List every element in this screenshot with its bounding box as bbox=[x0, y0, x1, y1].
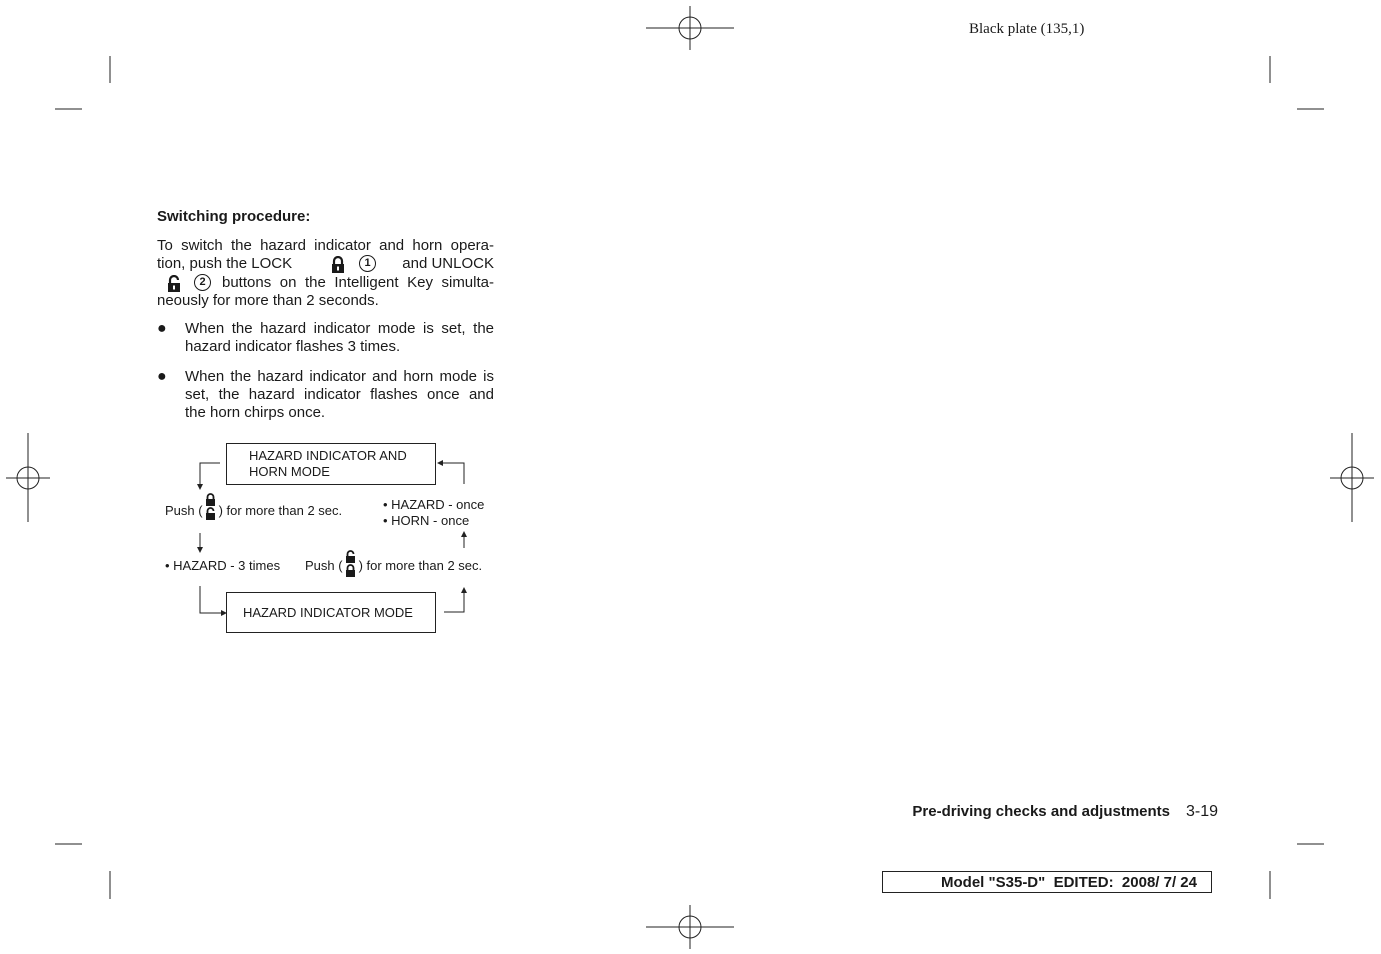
callout-1-badge: 1 bbox=[359, 255, 376, 272]
bullet-1-line-2: hazard indicator flashes 3 times. bbox=[185, 338, 401, 355]
horn-once-label: • HORN - once bbox=[383, 513, 470, 528]
plate-label: Black plate (135,1) bbox=[969, 21, 1085, 37]
hazard-three-label: • HAZARD - 3 times bbox=[165, 558, 281, 573]
bullet-2-line-2: set, the hazard indicator flashes once and bbox=[185, 386, 494, 403]
right-push-suffix: ) for more than 2 sec. bbox=[358, 558, 483, 573]
hazard-mode-box-label: HAZARD INDICATOR MODE bbox=[243, 605, 413, 620]
intro-lock-text: tion, push the LOCK bbox=[157, 255, 293, 272]
model-edited-box bbox=[882, 871, 1212, 893]
intro-line-1: To switch the hazard indicator and horn opera- bbox=[157, 237, 494, 254]
bullet-1-line-1: When the hazard indicator mode is set, the bbox=[185, 320, 494, 337]
left-push-icons bbox=[203, 503, 219, 515]
bullet-2-line-3: the horn chirps once. bbox=[185, 404, 326, 421]
model-edited-text: Model "S35-D" EDITED: 2008/ 7/ 24 bbox=[941, 874, 1197, 891]
intro-buttons-text: buttons on the Intelligent Key simulta- bbox=[222, 274, 494, 291]
right-push-icons bbox=[343, 558, 359, 570]
unlock-lock-icon bbox=[345, 550, 356, 578]
lock-unlock-icon bbox=[205, 493, 216, 521]
section-heading: Switching procedure: bbox=[157, 208, 311, 225]
horn-mode-box-line-1: HAZARD INDICATOR AND bbox=[249, 448, 407, 463]
left-push-suffix: ) for more than 2 sec. bbox=[218, 503, 343, 518]
hazard-once-label: • HAZARD - once bbox=[383, 497, 485, 512]
bullet-2-line-1: When the hazard indicator and horn mode is bbox=[185, 368, 494, 385]
left-push-label bbox=[165, 503, 342, 518]
footer-section-title: Pre-driving checks and adjustments bbox=[912, 803, 1170, 820]
right-push-label bbox=[305, 558, 482, 573]
intro-unlock-text: and UNLOCK bbox=[402, 255, 494, 272]
left-push-prefix: Push ( bbox=[165, 503, 203, 518]
bullet-dot-1: ● bbox=[157, 320, 167, 337]
right-push-prefix: Push ( bbox=[305, 558, 343, 573]
callout-2-badge: 2 bbox=[194, 274, 211, 291]
horn-mode-box-line-2: HORN MODE bbox=[249, 464, 330, 479]
intro-line-4: neously for more than 2 seconds. bbox=[157, 292, 379, 309]
page-number: 3-19 bbox=[1186, 803, 1219, 820]
bullet-dot-2: ● bbox=[157, 368, 167, 385]
